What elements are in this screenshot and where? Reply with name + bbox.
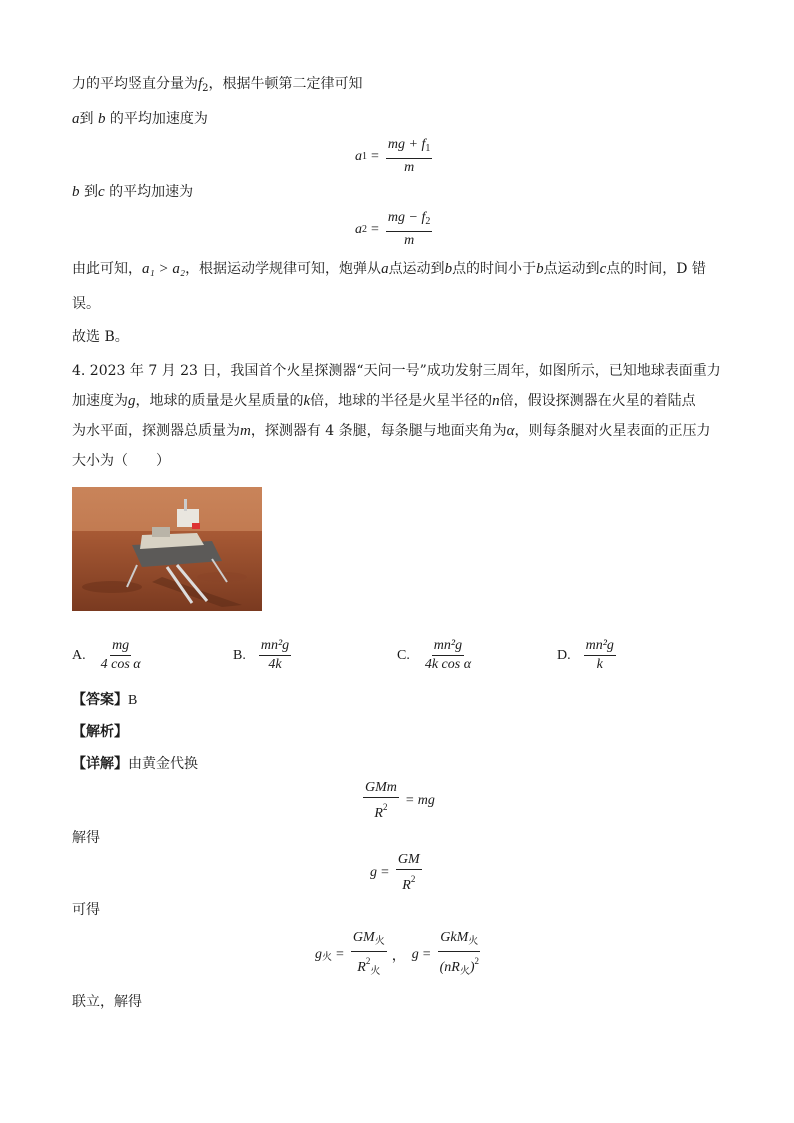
- denominator: $(nR_火)^2$: [439, 956, 479, 977]
- text-span: ，地球的质量是火星质量的: [135, 393, 304, 409]
- denominator: $R^2$: [402, 874, 416, 893]
- equation-g-mars: g 火 = $\frac{GM_火}{R^2_火}$ ， g = $\frac{GkM_火}{(nR_火)^2}$: [315, 930, 484, 980]
- text-span: ，根据牛顿第二定律可知: [208, 76, 363, 92]
- denominator: 4k: [268, 657, 282, 672]
- denominator: $R^2_火$: [357, 956, 381, 977]
- den-text: R: [357, 960, 366, 975]
- equals-sign: =: [371, 221, 379, 237]
- equation-g: [370, 852, 425, 894]
- fraction: [386, 137, 432, 176]
- subscript: 火: [468, 936, 479, 947]
- math-symbol: k: [303, 393, 311, 409]
- answer-value: B: [128, 693, 138, 708]
- text-span: 的平均加速为: [109, 184, 194, 200]
- math-symbol: c: [97, 184, 105, 200]
- text-span: 到: [83, 184, 98, 200]
- den-text: (nR: [439, 960, 460, 975]
- den-text: R: [374, 806, 383, 821]
- fraction: [99, 638, 143, 673]
- text-span: 为水平面，探测器总质量为: [72, 423, 240, 439]
- eq-lhs: a: [355, 148, 362, 164]
- eq-lhs: a: [355, 221, 362, 237]
- math-symbol: b: [444, 261, 453, 277]
- numerator: [438, 930, 480, 952]
- option-label: B.: [233, 647, 246, 663]
- option-label: C.: [397, 647, 410, 663]
- fraction: [396, 852, 422, 894]
- num-text: GM: [352, 930, 375, 945]
- text-line: [72, 109, 208, 129]
- text-line: 解得: [72, 830, 100, 846]
- denominator: 4 cos α: [100, 657, 141, 672]
- subscript: 1: [425, 143, 431, 154]
- fraction: [363, 780, 399, 822]
- text-span: 倍，地球的半径是火星半径的: [310, 393, 493, 409]
- text-line: 联立，解得: [72, 994, 142, 1010]
- denominator: m: [404, 160, 415, 175]
- numerator: mg: [110, 638, 131, 656]
- text-span: 点运动到: [388, 261, 445, 277]
- numerator: mn²g: [259, 638, 291, 656]
- text-span: 力的平均竖直分量为: [72, 76, 198, 92]
- subscript: 2: [425, 216, 431, 227]
- answer-tag: 【答案】: [72, 692, 128, 708]
- option-label: D.: [557, 647, 571, 663]
- subscript: 火: [459, 966, 470, 977]
- math-symbol: f: [198, 76, 203, 92]
- text-span: ，探测器有 4 条腿，每条腿与地面夹角为: [250, 423, 507, 439]
- detail-tag: 【详解】: [72, 756, 128, 772]
- num-text: mg + f: [387, 137, 426, 152]
- math-inequality: a₁ > a₂: [142, 261, 186, 277]
- math-symbol: b: [72, 184, 80, 200]
- fraction: [438, 930, 481, 980]
- text-span: 点的时间小于: [452, 261, 537, 277]
- numerator: [351, 930, 387, 952]
- subscript: 1: [362, 151, 367, 162]
- equals-sign: =: [336, 947, 344, 962]
- text-line: 故选 B。: [72, 329, 129, 345]
- text-span: ，根据运动学规律可知，炮弹从: [185, 261, 382, 277]
- fraction: [584, 638, 616, 673]
- text-span: 倍，假设探测器在火星的着陆点: [499, 393, 696, 409]
- eq-rhs: mg: [417, 793, 435, 808]
- math-symbol: b: [536, 261, 544, 277]
- num-text: mg − f: [387, 210, 426, 225]
- option-b[interactable]: [233, 638, 294, 673]
- denominator: 4k cos α: [424, 657, 472, 672]
- fraction: [259, 638, 291, 673]
- fraction: [423, 638, 473, 673]
- equals-sign: =: [371, 148, 379, 164]
- den-text: R: [402, 878, 411, 893]
- numerator: mn²g: [584, 638, 616, 656]
- fraction: [386, 210, 432, 249]
- subscript: 2: [202, 83, 209, 94]
- eq-lhs: g: [370, 865, 377, 880]
- eq-lhs: g: [411, 947, 419, 962]
- math-symbol: a: [72, 111, 80, 127]
- math-symbol: g: [128, 393, 136, 409]
- text-span: 点的时间，D 错: [606, 261, 706, 277]
- option-c[interactable]: [397, 638, 476, 673]
- option-a[interactable]: [72, 638, 146, 673]
- den-text: ): [469, 960, 475, 975]
- math-symbol: α: [506, 423, 515, 439]
- equals-sign: =: [405, 793, 414, 808]
- numerator: GM: [396, 852, 422, 870]
- option-label: A.: [72, 647, 86, 663]
- question-line: 大小为（ ）: [72, 453, 170, 469]
- subscript: 火: [322, 951, 332, 963]
- text-span: ，则每条腿对火星表面的正压力: [514, 423, 711, 439]
- subscript: 火: [370, 966, 381, 977]
- math-symbol: m: [240, 423, 251, 439]
- equals-sign: =: [422, 947, 431, 962]
- subscript: 火: [374, 936, 385, 947]
- numerator: [386, 210, 432, 232]
- equation-a1: [355, 137, 435, 176]
- math-symbol: n: [492, 393, 500, 409]
- question-line: 4. 2023 年 7 月 23 日，我国首个火星探测器“天问一号”成功发射三周年，如图所示，已知地球表面重力: [72, 363, 721, 379]
- text-line: 可得: [72, 902, 100, 918]
- mars-rover-image: [72, 487, 262, 611]
- denominator: $R^2$: [374, 802, 388, 821]
- numerator: mn²g: [432, 638, 464, 656]
- equation-golden-sub: [360, 780, 435, 822]
- text-span: 点运动到: [543, 261, 600, 277]
- text-line: [72, 74, 363, 99]
- text-span: 加速度为: [72, 393, 128, 409]
- option-d[interactable]: [557, 638, 619, 673]
- math-symbol: b: [97, 111, 106, 127]
- math-symbol: c: [599, 261, 607, 277]
- analysis-tag: 【解析】: [72, 724, 128, 740]
- text-line: 误。: [72, 296, 100, 312]
- denominator: m: [404, 233, 415, 248]
- text-line: [72, 182, 193, 202]
- text-span: 的平均加速度为: [109, 111, 208, 127]
- subscript: 2: [362, 224, 367, 235]
- denominator: k: [596, 657, 603, 672]
- question-4: [72, 356, 732, 476]
- text-span: 到: [79, 111, 94, 127]
- math-symbol: a: [381, 261, 389, 277]
- equals-sign: =: [381, 865, 389, 880]
- text-span: 由黄金代换: [128, 756, 198, 772]
- detail-line: [72, 754, 198, 774]
- numerator: GMm: [363, 780, 399, 798]
- text-line: [72, 259, 706, 279]
- eq-lhs: g: [315, 947, 322, 962]
- text-span: 由此可知，: [72, 261, 142, 277]
- equation-a2: [355, 210, 435, 249]
- answer-line: [72, 690, 137, 711]
- numerator: [386, 137, 432, 159]
- num-text: GkM: [440, 930, 469, 945]
- question-line: [72, 386, 732, 416]
- question-line: [72, 416, 732, 446]
- fraction: [351, 930, 387, 980]
